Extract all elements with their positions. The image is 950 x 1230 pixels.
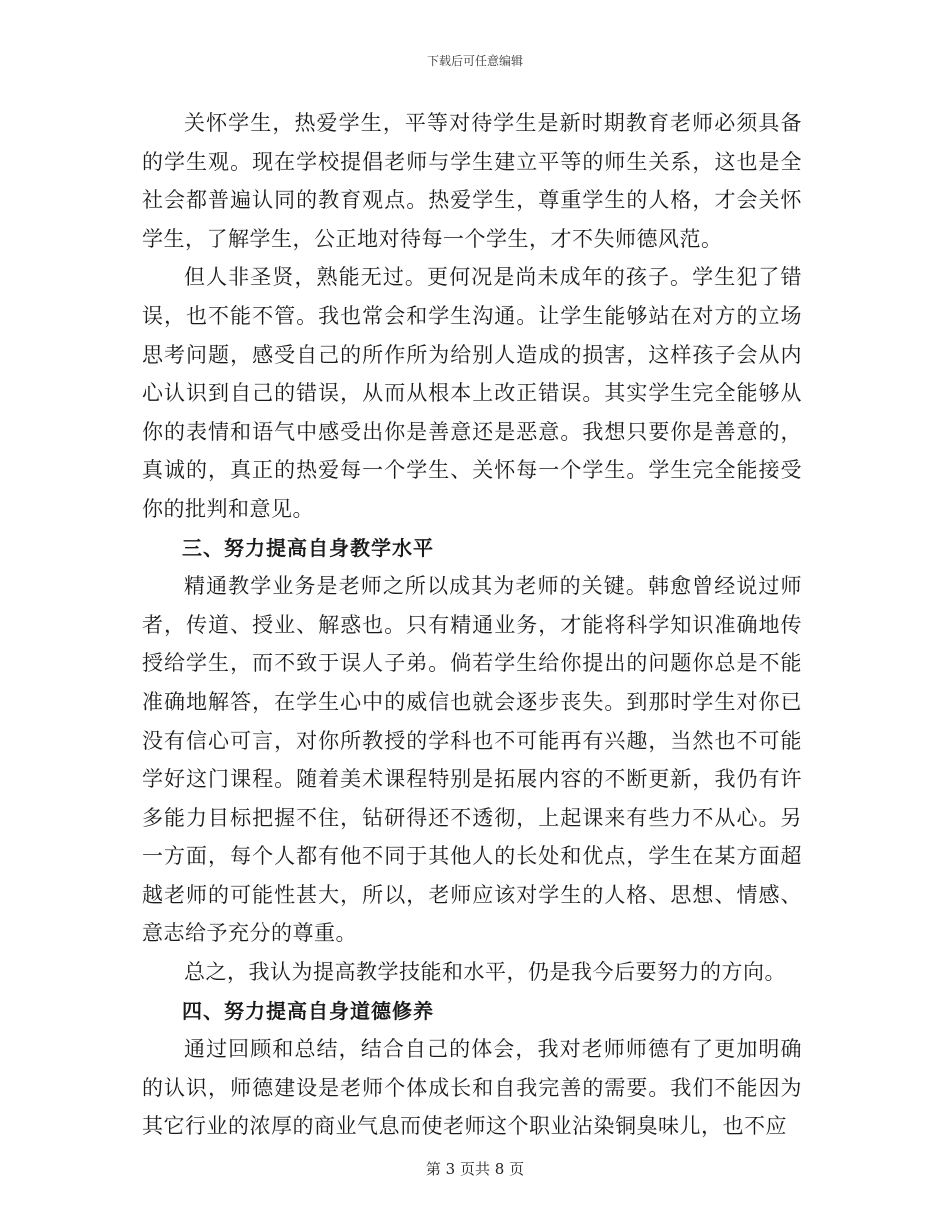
document-body <box>142 104 802 1146</box>
page-header: 下载后可任意编辑 <box>426 54 523 68</box>
paragraph-teaching-expertise: 精通教学业务是老师之所以成其为老师的关键。韩愈曾经说过师者，传道、授业、解惑也。只有精通业务，才能将科学知识准确地传授给学生，而不致于误人子弟。倘若学生给你提出的问题你总是不能准确地解答，在学生心中的威信也就会逐步丧失。到那时学生对你已没有信心可言，对你所教授的学科也不可能再有兴趣，当然也不可能学好这门课程。随着美术课程特别是拓展内容的不断更新，我仍有许多能力目标把握不住，钻研得还不透彻，上起课来有些力不从心。另一方面，每个人都有他不同于其他人的长处和优点，学生在某方面超越老师的可能性甚大，所以，老师应该对学生的人格、思想、情感、意志给予充分的尊重。 <box>142 574 802 946</box>
paragraph-teacher-ethics: 通过回顾和总结，结合自己的体会，我对老师师德有了更加明确的认识，师德建设是老师个体成长和自我完善的需要。我们不能因为其它行业的浓厚的商业气息而使老师这个职业沾染铜臭味儿，也不应 <box>142 1037 802 1139</box>
paragraph-summary: 总之，我认为提高教学技能和水平，仍是我今后要努力的方向。 <box>184 960 786 985</box>
paragraph-care-for-students: 关怀学生，热爱学生，平等对待学生是新时期教育老师必须具备的学生观。现在学校提倡老师与学生建立平等的师生关系，这也是全社会都普遍认同的教育观点。热爱学生，尊重学生的人格，才会关怀学生，了解学生，公正地对待每一个学生，才不失师德风范。 <box>142 111 802 251</box>
paragraph-student-mistakes: 但人非圣贤，熟能无过。更何况是尚未成年的孩子。学生犯了错误，也不能不管。我也常会和学生沟通。让学生能够站在对方的立场思考问题，感受自己的所作所为给别人造成的损害，这样孩子会从内心认识到自己的错误，从而从根本上改正错误。其实学生完全能够从你的表情和语气中感受出你是善意还是恶意。我想只要你是善意的，真诚的，真正的热爱每一个学生、关怀每一个学生。学生完全能接受你的批判和意见。 <box>142 265 802 521</box>
page-number-footer: 第 3 页共 8 页 <box>425 1160 525 1178</box>
section-heading-moral-cultivation: 四、努力提高自身道德修养 <box>182 998 434 1023</box>
section-heading-teaching-level: 三、努力提高自身教学水平 <box>182 535 434 560</box>
